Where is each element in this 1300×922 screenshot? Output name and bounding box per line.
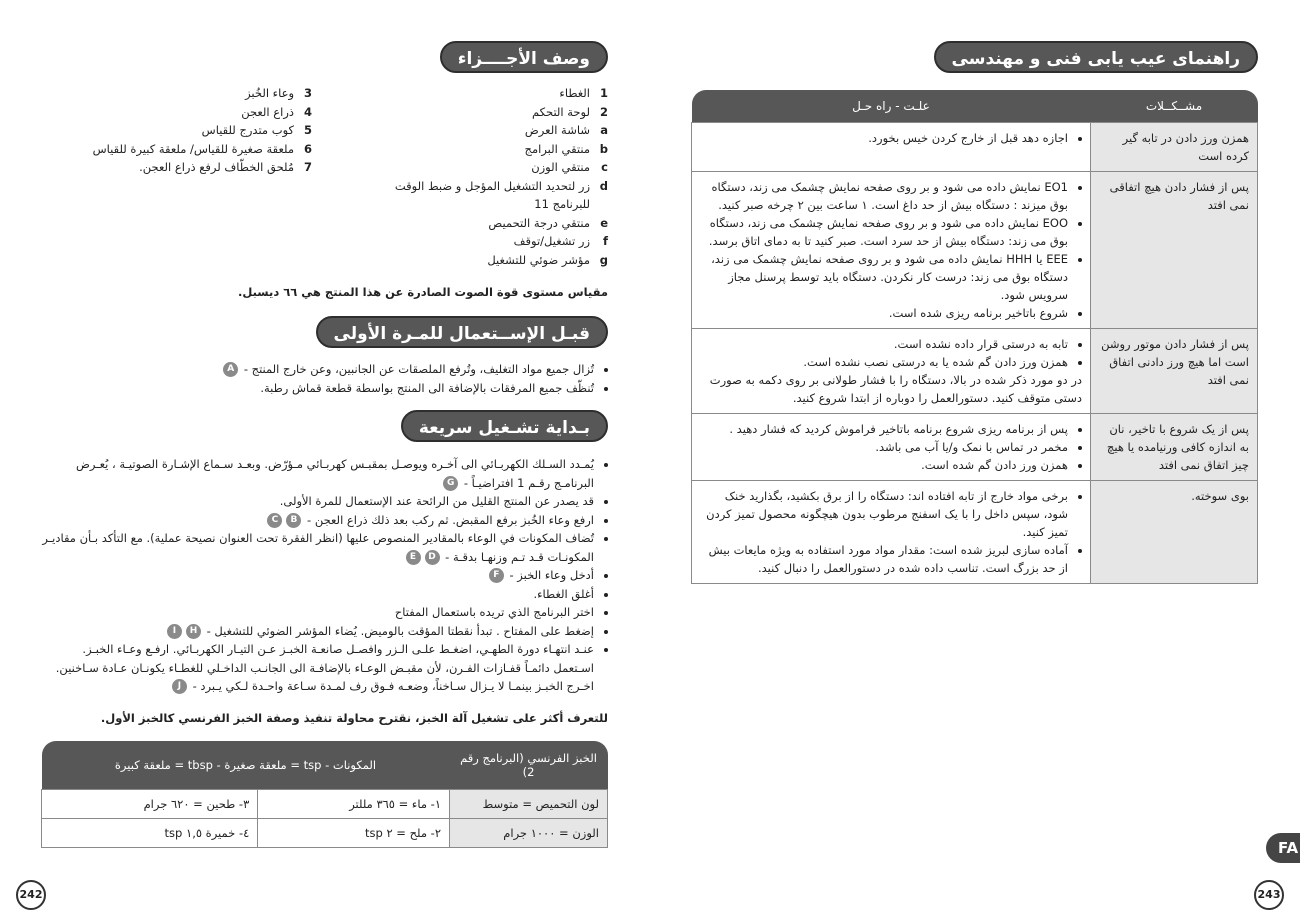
solution-list xyxy=(700,420,1082,474)
parts-item-label: وعاء الخُبز xyxy=(245,86,294,100)
list-item xyxy=(42,585,594,604)
parts-item-label: مؤشر ضوئي للتشغيل xyxy=(487,252,590,267)
parts-item-label: شاشة العرض xyxy=(524,123,590,137)
solution-item: • همزن ورز دادن گم شده است. xyxy=(700,456,1068,474)
figure-ref-badge: G xyxy=(443,476,458,491)
parts-item-num: f xyxy=(602,234,608,248)
parts-item xyxy=(358,214,608,233)
parts-item xyxy=(358,84,608,103)
quick-start-list xyxy=(42,455,608,696)
table-row xyxy=(692,172,1258,329)
list-item xyxy=(42,492,594,511)
parts-item-label: ملعقة صغيرة للقياس/ ملعقة كبيرة للقياس xyxy=(92,141,294,156)
parts-item-label: كوب متدرج للقياس xyxy=(201,123,294,137)
list-item xyxy=(42,511,594,530)
parts-item-label: مُلحق الخطّاف لرفع ذراع العجن. xyxy=(139,160,294,174)
bread-table-head-name: الخبز الفرنسي (البرنامج رقم 2) xyxy=(450,741,608,790)
problem-cell: همزن ورز دادن در تابه گیر کرده است xyxy=(1091,123,1258,172)
troubleshooting-table xyxy=(691,90,1258,584)
recipe-intro: للتعرف أكثر على تشغيل آلة الخبز، نقترح محاولة تنفيذ وصفة الخبز الفرنسي كالخبز الأول. xyxy=(100,711,608,725)
col-problem-header: مشــكــلات xyxy=(1091,90,1258,123)
parts-item xyxy=(358,177,608,214)
solution-note: در دو مورد ذکر شده در بالا، دستگاه را با فشار طولانی بر روی دکمه به صورت دستی متوقف کنید. دستورالعمل را دوباره از ابتدا شروع کنید. xyxy=(709,373,1082,405)
first-use-list xyxy=(42,360,608,397)
parts-item-label: زر تشغيل/توقف xyxy=(513,234,590,248)
problem-cell: پس از یک شروع با تاخیر، نان به اندازه کافی ورنیامده یا هیچ چیز اتفاق نمی افتد xyxy=(1091,414,1258,481)
list-item xyxy=(42,529,594,566)
list-item-text: عنـد انتهـاء دورة الطهـي، اضغـط علـى الـزر وافصـل صانعـة الخبـز عـن التيـار الكهربـائي. ارفـع وعـاء الخبـز. اسـتعمل دائمـاً قفـازات الفـرن، لأن مقبـض الوعـاء بالإضافـة الى الجانـب الداخـلي للغطـاء يكونـان عـادة سـاخنين. اخـرج الخبـز بينمـا لا يـزال سـاخناً، وضعـه فـوق رف لمـدة سـاعة واحـدة لـكي يـبرد - xyxy=(55,642,594,693)
list-item-text: تُضاف المكونات في الوعاء بالمقادير المنصوص عليها (انظر الفقرة تحت العنوان نصيحة عملية). مع التأكد بـأن مقاديـر المكونـات قـد تـم وزنهـا بدقـة - xyxy=(42,531,594,564)
solution-cell xyxy=(692,414,1091,481)
parts-item-num: 2 xyxy=(599,104,608,119)
solution-item: • اجازه دهد قبل از خارج کردن خیس بخورد. xyxy=(700,129,1068,147)
parts-item-label: ذراع العجن xyxy=(241,104,294,119)
parts-item xyxy=(42,158,312,177)
parts-item-num: e xyxy=(600,215,608,230)
solution-list xyxy=(700,335,1082,371)
troubleshooting-title: راهنمای عیب یابی فنی و مهندسی xyxy=(934,41,1258,73)
list-item-text: إضغط على المفتاح . تبدأ نقطتا المؤقت بالوميض. يُضاء المؤشر الضوئي للتشغيل - xyxy=(202,623,594,638)
page-number-left: 242 xyxy=(16,880,46,910)
parts-item-num: 5 xyxy=(303,123,312,137)
parts-item-label: الغطاء xyxy=(559,86,590,100)
table-row xyxy=(692,481,1258,584)
figure-ref-badge: B xyxy=(286,513,301,528)
parts-item-label: منتقي الوزن xyxy=(531,160,590,174)
figure-ref-badge: H xyxy=(186,624,201,639)
list-item xyxy=(42,455,594,492)
figure-ref-badge: F xyxy=(489,568,504,583)
parts-item xyxy=(42,103,312,122)
language-tab: FA xyxy=(1266,833,1300,863)
parts-item xyxy=(358,251,608,270)
solution-item: • مخمر در تماس با نمک و/یا آب می باشد. xyxy=(700,438,1068,456)
list-item xyxy=(42,622,594,641)
parts-item-num: a xyxy=(600,123,608,137)
col-cause-header: علـت - راه حـل xyxy=(692,90,1091,123)
solution-item: • همزن ورز دادن گم شده یا به درستی نصب نشده است. xyxy=(700,353,1068,371)
parts-item xyxy=(42,84,312,103)
solution-item: • شروع باتاخیر برنامه ریزی شده است. xyxy=(700,304,1068,322)
parts-list-right xyxy=(358,84,608,269)
parts-item-num: 1 xyxy=(599,86,608,100)
parts-title: وصف الأجــــزاء xyxy=(440,41,608,73)
bread-table xyxy=(41,741,608,848)
parts-item-num: b xyxy=(599,141,608,156)
figure-ref-badge: E xyxy=(406,550,421,565)
list-item-text: تُنظّف جميع المرفقات بالإضافة الى المنتج بواسطة قطعة قماش رطبة. xyxy=(260,380,594,395)
list-item-text: أدخل وعاء الخبز - xyxy=(505,568,594,582)
solution-item: • آماده سازی لبریز شده است: مقدار مواد مورد استفاده به ویژه مایعات بیش از حد بزرگ است. تناسب داده شده در دستورالعمل را دنبال کنید. xyxy=(700,541,1068,577)
parts-item-num: 7 xyxy=(303,160,312,174)
parts-item xyxy=(358,140,608,159)
ingredient-salt: ٢- ملح = ٢ tsp xyxy=(258,819,450,848)
list-item-text: ارفع وعاء الخُبز برفع المقبض. ثم ركب بعد ذلك ذراع العجن - xyxy=(303,512,594,527)
solution-item: • برخی مواد خارج از تابه افتاده اند: دستگاه را از برق بکشید، بگذارید خنک شود، سپس داخل را با یک اسفنج مرطوب بدون هیچگونه محصول تمیز کردن تمیز کنید. xyxy=(700,487,1068,541)
list-item xyxy=(42,379,594,398)
parts-item xyxy=(358,121,608,140)
parts-item-num: 3 xyxy=(303,86,312,100)
list-item-text: اختر البرنامج الذي تريده باستعمال المفتاح xyxy=(394,605,594,619)
parts-item-num: 6 xyxy=(303,141,312,156)
ingredient-water: ١- ماء = ٣٦٥ مللتر xyxy=(258,790,450,819)
figure-ref-badge: I xyxy=(167,624,182,639)
ingredient-flour: ٣- طحين = ٦٢٠ جرام xyxy=(42,790,258,819)
solution-item: • EEE یا HHH نمایش داده می شود و بر روی صفحه نمایش چشمک می زند، دستگاه بوق می زند: درست کار نکردن. دستگاه باید توسط پرسنل مجاز سرویس شود. xyxy=(700,250,1068,304)
solution-item: • EO1 نمایش داده می شود و بر روی صفحه نمایش چشمک می زند، دستگاه بوق میزند : دستگاه بیش از حد داغ است. ۱ ساعت بین ۲ چرخه صبر کنید. xyxy=(700,178,1068,214)
parts-item-num: g xyxy=(599,252,608,267)
parts-item xyxy=(358,232,608,251)
figure-ref-badge: C xyxy=(267,513,282,528)
list-item-text: قد يصدر عن المنتج القليل من الرائحة عند الإستعمال للمرة الأولى. xyxy=(279,494,594,508)
list-item xyxy=(42,360,594,379)
figure-ref-badge: A xyxy=(223,362,238,377)
problem-cell: پس از فشار دادن موتور روشن است اما هیچ ورز دادنی اتفاق نمی افتد xyxy=(1091,329,1258,414)
solution-list xyxy=(700,178,1082,322)
figure-ref-badge: J xyxy=(172,679,187,694)
parts-item xyxy=(358,103,608,122)
parts-item-label: زر لتحديد التشغيل المؤجل و ضبط الوقت للبرنامج 11 xyxy=(394,178,590,211)
parts-item xyxy=(42,121,312,140)
solution-list xyxy=(700,487,1082,577)
list-item xyxy=(42,603,594,622)
parts-item-num: 4 xyxy=(303,104,312,119)
parts-item xyxy=(358,158,608,177)
parts-item-num: c xyxy=(601,160,608,174)
list-item-text: تُزال جميع مواد التغليف، وتُرفع الملصقات عن الجانبين، وعن خارج المنتج - xyxy=(240,362,594,376)
weight-label: الوزن = ١٠٠٠ جرام xyxy=(450,819,608,848)
solution-cell xyxy=(692,329,1091,414)
table-row xyxy=(692,414,1258,481)
parts-item xyxy=(42,140,312,159)
parts-item-label: منتقي درجة التحميص xyxy=(488,215,590,230)
browning-label: لون التحميص = متوسط xyxy=(450,790,608,819)
solution-cell xyxy=(692,123,1091,172)
list-item xyxy=(42,640,594,696)
noise-note: مقياس مستوى قوة الصوت الصادرة عن هذا المنتج هي ٦٦ ديسبل. xyxy=(237,285,608,299)
parts-item-num: d xyxy=(599,178,608,193)
page-number-right: 243 xyxy=(1254,880,1284,910)
solution-cell xyxy=(692,481,1091,584)
table-row xyxy=(692,123,1258,172)
solution-cell xyxy=(692,172,1091,329)
solution-item: • EOO نمایش داده می شود و بر روی صفحه نمایش چشمک می زند، دستگاه بوق می زند: دستگاه بیش از حد سرد است. صبر کنید تا به دمای اتاق برسد. xyxy=(700,214,1068,250)
solution-list xyxy=(700,129,1082,147)
parts-list-left xyxy=(42,84,312,177)
list-item xyxy=(42,566,594,585)
problem-cell: بوی سوخته. xyxy=(1091,481,1258,584)
parts-item-label: منتقي البرامج xyxy=(524,141,590,156)
first-use-title: قبـل الإســتعمال للمـرة الأولى xyxy=(316,316,608,348)
table-row xyxy=(692,329,1258,414)
bread-table-head-ingredients: المكونات - tsp = ملعقة صغيرة - tbsp = ملعقة كبيرة xyxy=(42,741,450,790)
list-item-text: أغلق الغطاء. xyxy=(533,586,594,601)
parts-item-label: لوحة التحكم xyxy=(532,104,590,119)
quick-start-title: بـداية تشـغيل سريعة xyxy=(401,410,608,442)
solution-item: • تابه به درستی قرار داده نشده است. xyxy=(700,335,1068,353)
ingredient-yeast: ٤- خميرة ١,٥ tsp xyxy=(42,819,258,848)
figure-ref-badge: D xyxy=(425,550,440,565)
list-item-text: يُمـدد السـلك الكهربـائي الى آخـره ويوصـل بمقبـس كهربـائي مـؤرّض. وبعـد سـماع الإشـارة الصوتيـة ، يُعـرض البرنامـج رقـم 1 افتراضيـاً - xyxy=(76,457,594,490)
problem-cell: پس از فشار دادن هیچ اتفاقی نمی افتد xyxy=(1091,172,1258,329)
solution-item: • پس از برنامه ریزی شروع برنامه باتاخیر فراموش کردید که فشار دهید . xyxy=(700,420,1068,438)
